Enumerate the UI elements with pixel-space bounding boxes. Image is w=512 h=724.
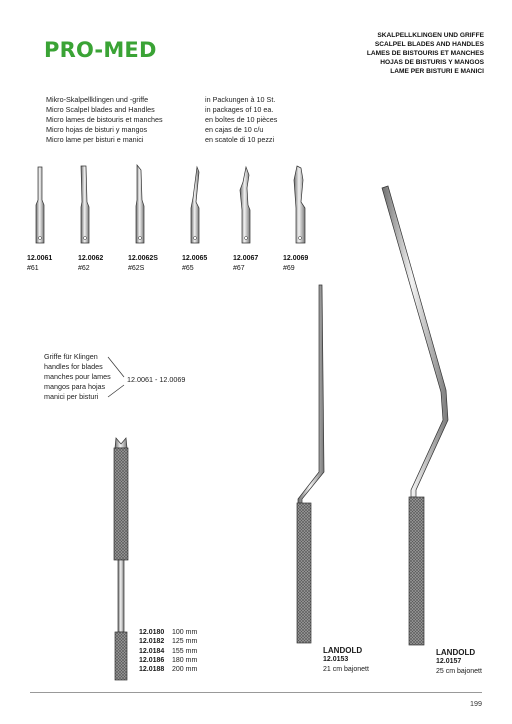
landold-code: 12.0157	[436, 658, 462, 666]
landold-label-12-0153	[323, 646, 369, 674]
blade-number: #65	[182, 264, 194, 272]
packaging-de: in Packungen à 10 St.	[205, 95, 276, 104]
packaging-en: in packages of 10 ea.	[205, 105, 274, 115]
blade-12-0065-illustration	[191, 167, 199, 243]
page-number: 199	[470, 699, 482, 708]
landold-code: 12.0153	[323, 656, 349, 664]
handle-length: 155 mm	[172, 647, 198, 655]
blade-12-0069-illustration	[294, 166, 305, 243]
blade-number: #69	[283, 264, 295, 272]
blade-label-12-0067	[233, 254, 258, 273]
header-title-de: SKALPELLKLINGEN UND GRIFFE	[377, 32, 484, 39]
handle-code: 12.0188	[139, 666, 165, 674]
handles-line-es: mangos para hojas	[44, 382, 106, 392]
handle-code: 12.0184	[139, 647, 165, 655]
blade-code: 12.0061	[27, 255, 53, 262]
brand-logo: PRO-MED	[44, 38, 157, 62]
handles-line-it: manici per bisturi	[44, 392, 99, 402]
blade-number: #61	[27, 264, 39, 272]
handles-line-fr: manches pour lames	[44, 372, 111, 382]
blade-code: 12.0062S	[128, 255, 158, 262]
blade-12-0062-illustration	[81, 166, 89, 243]
handle-code: 12.0180	[139, 629, 165, 636]
handle-size-row	[139, 656, 197, 665]
packaging-fr: en boîtes de 10 pièces	[205, 115, 278, 125]
landold-description: 25 cm bajonett	[436, 667, 482, 675]
handles-line-de: Griffe für Klingen	[44, 352, 98, 361]
blades-name-es: Micro hojas de bisturi y mangos	[46, 125, 148, 135]
blade-code: 12.0062	[78, 255, 104, 262]
header-title-fr: LAMES DE BISTOURIS ET MANCHES	[366, 50, 484, 58]
handle-size-row	[139, 647, 197, 656]
blade-label-12-0062	[78, 254, 103, 273]
blade-label-12-0061	[27, 254, 52, 273]
blade-code: 12.0069	[283, 255, 309, 262]
blade-label-12-0069	[283, 254, 308, 273]
landold-12-0157-illustration	[382, 186, 448, 645]
handle-size-row	[139, 665, 197, 674]
blade-label-12-0062s	[128, 254, 158, 273]
handle-length: 180 mm	[172, 656, 198, 664]
header-title-it: LAME PER BISTURI E MANICI	[390, 68, 484, 76]
landold-title: LANDOLD	[436, 648, 476, 657]
handle-code: 12.0186	[139, 656, 165, 664]
packaging-es: en cajas de 10 c/u	[205, 125, 264, 135]
blade-12-0067-illustration	[240, 167, 250, 243]
landold-label-12-0157	[436, 648, 482, 676]
packaging-it: en scatole di 10 pezzi	[205, 135, 275, 145]
blade-number: #62S	[128, 264, 145, 272]
handle-code: 12.0182	[139, 638, 165, 646]
handle-length: 125 mm	[172, 638, 198, 646]
handle-length: 200 mm	[172, 666, 198, 674]
header-title-es: HOJAS DE BISTURIS Y MANGOS	[380, 59, 484, 67]
handles-range: 12.0061 - 12.0069	[127, 375, 186, 384]
footer-divider	[30, 692, 482, 693]
landold-title: LANDOLD	[323, 646, 363, 655]
micro-scalpel-handle-illustration	[114, 438, 128, 680]
blade-12-0061-illustration	[36, 167, 44, 243]
blade-12-0062s-illustration	[136, 165, 144, 243]
blades-name-it: Micro lame per bisturi e manici	[46, 135, 144, 145]
landold-12-0153-illustration	[297, 285, 324, 643]
handle-sizes-list	[139, 628, 197, 674]
blades-name-fr: Micro lames de bistouris et manches	[46, 115, 163, 125]
blade-code: 12.0067	[233, 255, 259, 262]
blades-name-en: Micro Scalpel blades and Handles	[46, 105, 155, 115]
blade-number: #67	[233, 264, 245, 272]
blade-code: 12.0065	[182, 255, 208, 262]
landold-description: 21 cm bajonett	[323, 665, 369, 673]
handle-size-row	[139, 637, 197, 646]
handle-length: 100 mm	[172, 629, 198, 636]
handles-line-en: handles for blades	[44, 362, 103, 372]
blades-name-de: Mikro-Skalpellklingen und -griffe	[46, 95, 149, 104]
handle-size-row	[139, 628, 197, 637]
handles-description	[44, 352, 111, 402]
blade-number: #62	[78, 264, 90, 272]
blade-label-12-0065	[182, 254, 207, 273]
header-title-en: SCALPEL BLADES AND HANDLES	[374, 41, 484, 49]
